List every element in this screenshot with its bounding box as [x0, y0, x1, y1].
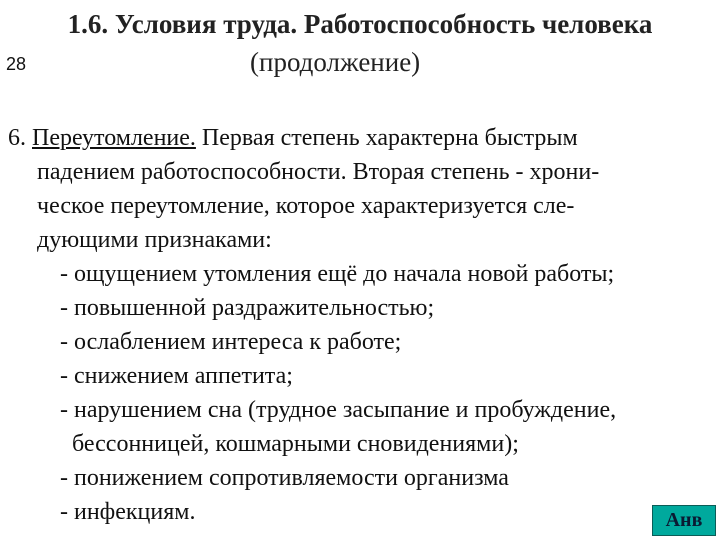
- symptom-item: - ощущением утомления ещё до начала новой работы;: [60, 261, 615, 287]
- symptom-item: - понижением сопротивляемости организма: [60, 465, 509, 491]
- slide-number: 28: [6, 54, 27, 74]
- body-line: падением работоспособности. Вторая степень - хрони-: [37, 159, 600, 185]
- body-line: ческое переутомление, которое характеризуется сле-: [37, 193, 575, 219]
- list-item-first-line: [8, 121, 578, 155]
- term-overfatigue: Переутомление.: [32, 125, 196, 151]
- body-line: дующими признаками:: [37, 227, 272, 253]
- symptom-item: - нарушением сна (трудное засыпание и пробуждение,: [60, 397, 617, 423]
- symptom-item: - снижением аппетита;: [60, 363, 293, 389]
- symptom-item: - инфекциям.: [60, 499, 196, 525]
- first-line-text: Первая степень характерна быстрым: [195, 125, 578, 151]
- symptom-item-continuation: бессонницей, кошмарными сновидениями);: [72, 431, 519, 457]
- item-number: 6.: [8, 125, 26, 151]
- slide-subtitle: (продолжение): [250, 47, 421, 77]
- symptom-item: - ослаблением интереса к работе;: [60, 329, 402, 355]
- anv-nav-button[interactable]: Анв: [652, 505, 716, 536]
- symptom-item: - повышенной раздражительностью;: [60, 295, 435, 321]
- slide-title: 1.6. Условия труда. Работоспособность человека: [67, 9, 653, 39]
